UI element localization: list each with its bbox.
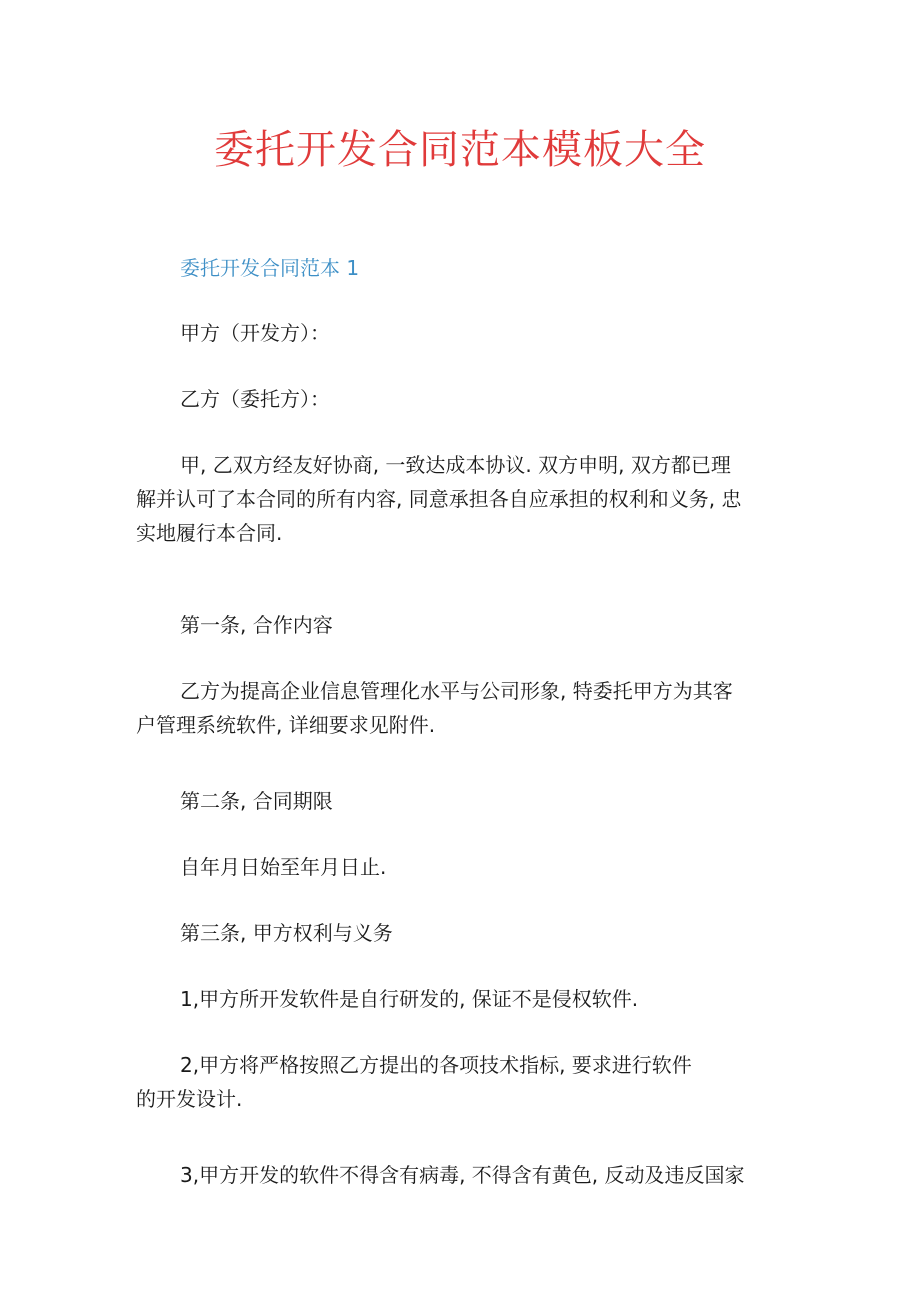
clause-2-paragraph (136, 1048, 786, 1116)
clause-1-line: 1,甲方所开发软件是自行研发的, 保证不是侵权软件. (180, 987, 639, 1011)
party-a-text: 甲方（开发方）： (180, 321, 330, 345)
clause-3-paragraph (136, 1158, 786, 1192)
article1-heading (136, 608, 786, 642)
party-a-line (136, 316, 786, 350)
article3-heading (136, 916, 786, 950)
article2-paragraph (136, 850, 786, 884)
preamble-paragraph (136, 448, 786, 550)
article3-title: 第三条, 甲方权利与义务 (180, 921, 393, 945)
clause-1-paragraph (136, 982, 786, 1016)
clause-3-line-1: 3,甲方开发的软件不得含有病毒, 不得含有黄色, 反动及违反国家 (180, 1163, 745, 1187)
article2-line-1: 自年月日始至年月日止. (180, 855, 387, 879)
article1-line-2: 户管理系统软件, 详细要求见附件. (136, 713, 436, 737)
clause-2-line-2: 的开发设计. (136, 1087, 243, 1111)
preamble-line-3: 实地履行本合同. (136, 521, 283, 545)
article2-title: 第二条, 合同期限 (180, 789, 333, 813)
article2-heading (136, 784, 786, 818)
article1-title: 第一条, 合作内容 (180, 613, 333, 637)
party-b-line (136, 382, 786, 416)
section-heading: 委托开发合同范本 1 (180, 256, 360, 280)
clause-2-line-1: 2,甲方将严格按照乙方提出的各项技术指标, 要求进行软件 (180, 1053, 692, 1077)
party-b-text: 乙方（委托方）： (180, 387, 330, 411)
document-title: 委托开发合同范本模板大全 (214, 127, 706, 173)
preamble-line-1: 甲, 乙双方经友好协商, 一致达成本协议. 双方申明, 双方都已理 (180, 453, 731, 477)
preamble-line-2: 解并认可了本合同的所有内容, 同意承担各自应承担的权利和义务, 忠 (136, 487, 742, 511)
article1-paragraph (136, 674, 786, 742)
article1-line-1: 乙方为提高企业信息管理化水平与公司形象, 特委托甲方为其客 (180, 679, 733, 703)
